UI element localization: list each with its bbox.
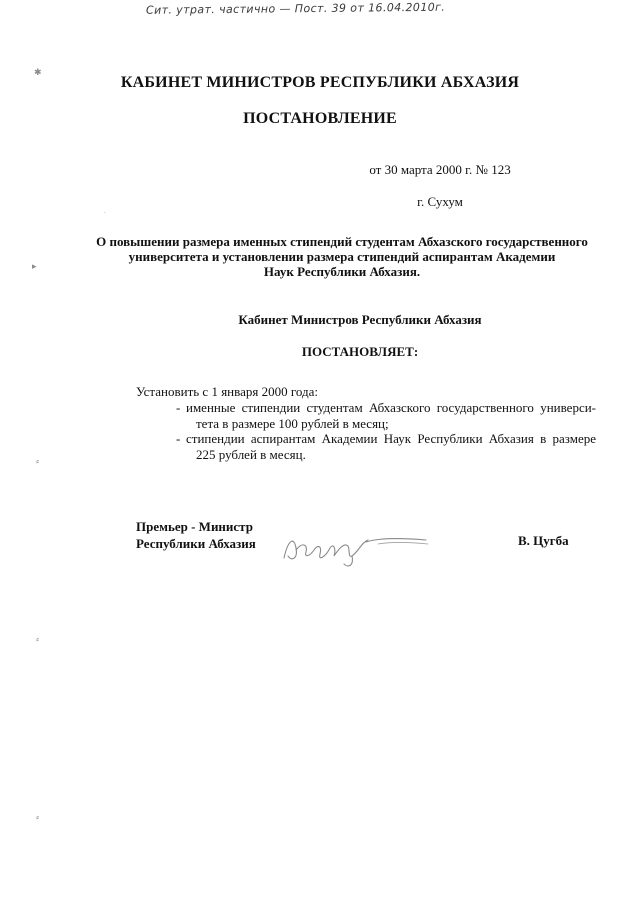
- list-item-line: - стипендии аспирантам Академии Наук Республики Абхазия в размере: [186, 431, 596, 446]
- list-item-line: тета в размере 100 рублей в месяц;: [196, 415, 389, 431]
- list-item-line: - именные стипендии студентам Абхазского государственного универси-: [186, 400, 596, 415]
- date-number: от 30 марта 2000 г. № 123: [369, 162, 511, 177]
- scan-speck: ⸗: [36, 635, 39, 645]
- list-item: [176, 431, 596, 462]
- scan-speck: ✱: [34, 68, 42, 78]
- decree-items: [176, 400, 596, 462]
- subject-line: Наук Республики Абхазия.: [263, 264, 421, 279]
- signatory-name: В. Цугба: [518, 533, 569, 548]
- scan-speck: ▸: [32, 262, 37, 272]
- organization-title: КАБИНЕТ МИНИСТРОВ РЕСПУБЛИКИ АБХАЗИЯ: [120, 74, 520, 91]
- preamble-decree: ПОСТАНОВЛЯЕТ:: [301, 344, 419, 359]
- subject-heading: [72, 234, 612, 279]
- handwritten-signature: [278, 520, 438, 570]
- preamble-cabinet: Кабинет Министров Республики Абхазия: [238, 312, 482, 327]
- scan-speck: ⸗: [36, 813, 39, 823]
- signatory-title-line: Премьер - Министр: [136, 519, 253, 534]
- handwritten-note: Сит. утрат. частично — Пост. 39 от 16.04.2010г.: [145, 0, 446, 17]
- scan-speck: ⸗: [36, 457, 39, 467]
- list-item-line: 225 рублей в месяц.: [196, 446, 306, 462]
- subject-line: О повышении размера именных стипендий студентам Абхазского государственного: [96, 234, 588, 249]
- list-item: [176, 400, 596, 431]
- subject-line: университета и установлении размера стипендий аспирантам Академии: [128, 249, 556, 264]
- signatory-title: [136, 518, 256, 552]
- document-type: ПОСТАНОВЛЕНИЕ: [243, 110, 397, 127]
- scan-speck: ·: [104, 210, 106, 217]
- city: г. Сухум: [417, 194, 463, 209]
- body-intro: Установить с 1 января 2000 года:: [136, 384, 318, 399]
- signatory-title-line: Республики Абхазия: [136, 536, 256, 551]
